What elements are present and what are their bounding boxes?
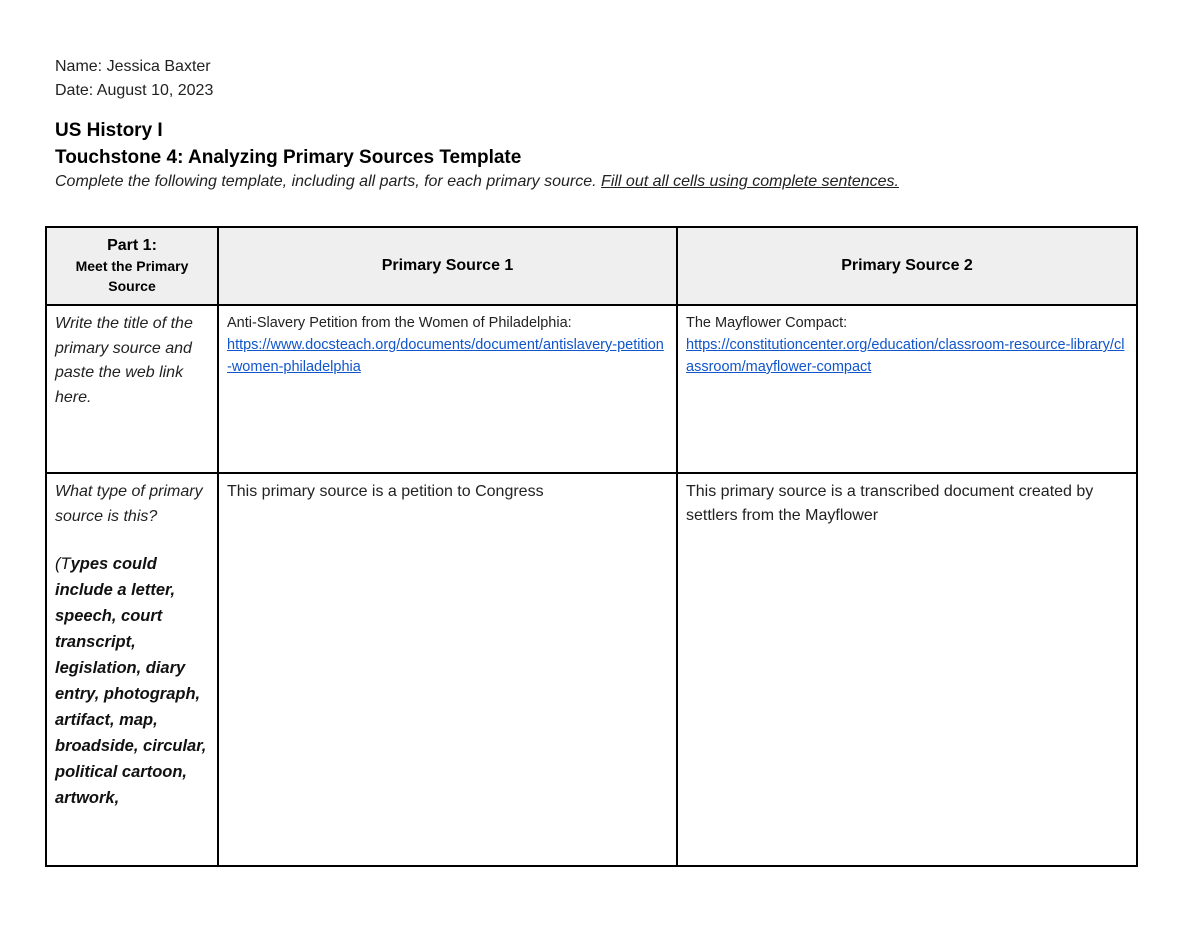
source-1-title-cell (218, 305, 677, 473)
source-2-type-cell: This primary source is a transcribed document created by settlers from the Mayflower (677, 473, 1137, 866)
template-title: Touchstone 4: Analyzing Primary Sources Template (55, 147, 522, 168)
source-2-title: The Mayflower Compact: (686, 315, 848, 331)
source-1-link[interactable]: https://www.docsteach.org/documents/document/antislavery-petition-women-philadelphia (227, 337, 664, 375)
source-2-title-cell (677, 305, 1137, 473)
document-header (55, 55, 1145, 193)
part-subtitle: Meet the Primary Source (75, 258, 189, 294)
primary-sources-table (45, 226, 1138, 867)
table-header-row (46, 227, 1137, 305)
primary-source-2-header: Primary Source 2 (677, 227, 1137, 305)
assignment-date: Date: August 10, 2023 (55, 82, 214, 99)
instructions-emphasis: Fill out all cells using complete sentences. (601, 173, 899, 190)
table-row (46, 305, 1137, 473)
type-prompt: What type of primary source is this? (55, 483, 203, 525)
type-prompt-cell (46, 473, 218, 866)
part-label: Part 1: (107, 237, 157, 254)
source-1-title: Anti-Slavery Petition from the Women of Philadelphia: (227, 315, 572, 331)
instructions (55, 171, 1145, 193)
instructions-text: Complete the following template, including all parts, for each primary source. (55, 173, 602, 190)
part-header-cell (46, 227, 218, 305)
course-title: US History I (55, 120, 163, 141)
source-1-type-cell: This primary source is a petition to Congress (218, 473, 677, 866)
primary-source-1-header: Primary Source 1 (218, 227, 677, 305)
types-hint-text: ypes could include a letter, speech, court transcript, legislation, diary entry, photograph, artifact, map, broadside, circular, political cartoon, artwork, (55, 555, 207, 807)
title-prompt-cell: Write the title of the primary source and paste the web link here. (46, 305, 218, 473)
student-name: Name: Jessica Baxter (55, 58, 211, 75)
types-hint (55, 551, 209, 811)
types-hint-open: (T (55, 555, 71, 573)
source-2-link[interactable]: https://constitutioncenter.org/education/classroom-resource-library/classroom/mayflower-compact (686, 337, 1125, 375)
table-row (46, 473, 1137, 866)
